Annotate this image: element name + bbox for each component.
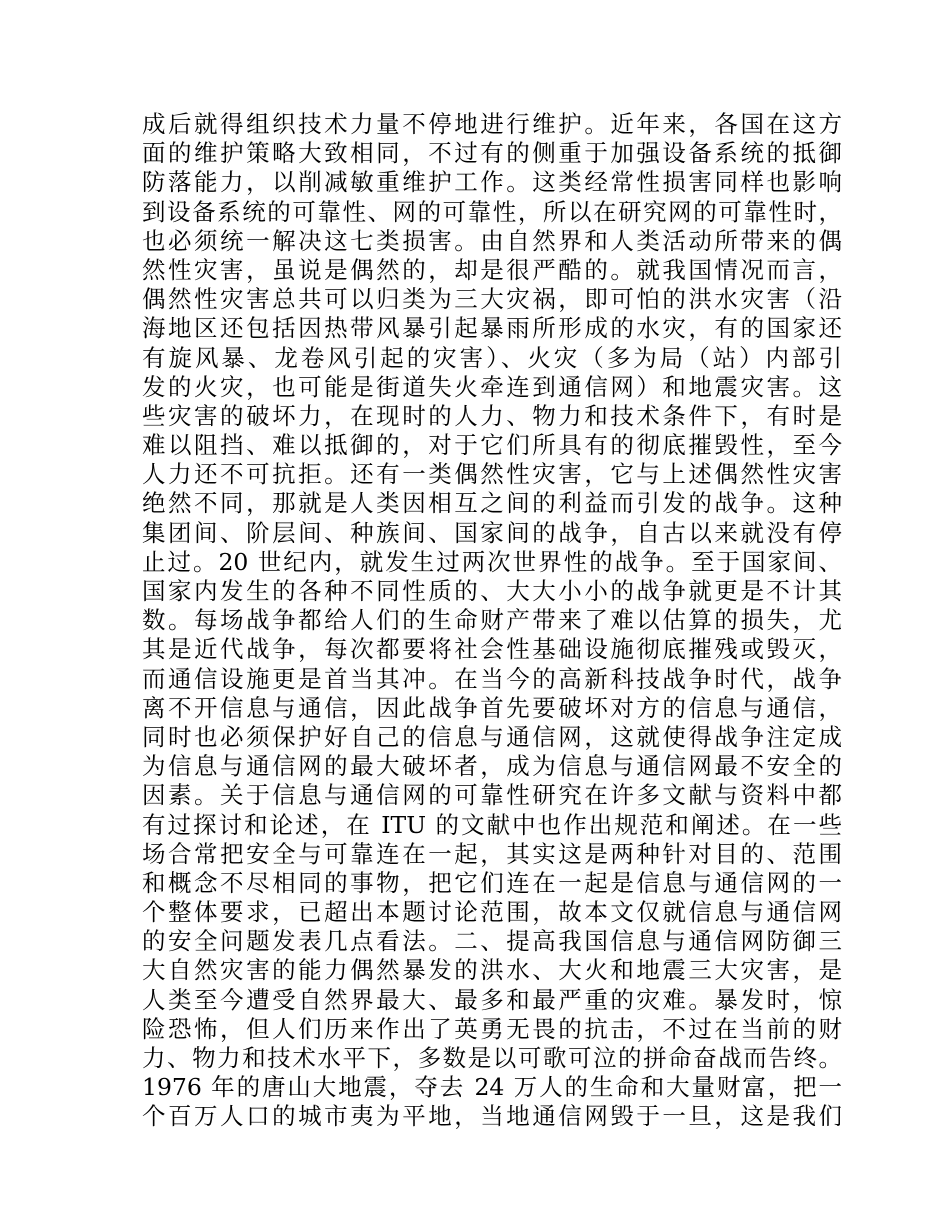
- text-line: 和概念不尽相同的事物，把它们连在一起是信息与通信网的一: [142, 868, 842, 897]
- text-line: 人类至今遭受自然界最大、最多和最严重的灾难。暴发时，惊: [142, 985, 842, 1014]
- text-line: 防落能力，以削减敏重维护工作。这类经常性损害同样也影响: [142, 168, 842, 197]
- body-text: [142, 110, 842, 1132]
- text-line: 国家内发生的各种不同性质的、大大小小的战争就更是不计其: [142, 577, 842, 605]
- text-line: 绝然不同，那就是人类因相互之间的利益而引发的战争。这种: [142, 489, 842, 518]
- text-line: 人力还不可抗拒。还有一类偶然性灾害，它与上述偶然性灾害: [142, 460, 842, 489]
- text-line: 力、物力和技术水平下，多数是以可歌可泣的拼命奋战而告终。: [142, 1044, 842, 1072]
- text-line: 的安全问题发表几点看法。二、提高我国信息与通信网防御三: [142, 927, 842, 956]
- text-line: 也必须统一解决这七类损害。由自然界和人类活动所带来的偶: [142, 226, 842, 255]
- text-line: 有过探讨和论述，在 ITU 的文献中也作出规范和阐述。在一些: [142, 810, 842, 839]
- text-line: 数。每场战争都给人们的生命财产带来了难以估算的损失，尤: [142, 606, 842, 635]
- text-line: 大自然灾害的能力偶然暴发的洪水、大火和地震三大灾害，是: [142, 956, 842, 985]
- text-line: 场合常把安全与可靠连在一起，其实这是两种针对目的、范围: [142, 839, 842, 868]
- text-line: 难以阻挡、难以抵御的，对于它们所具有的彻底摧毁性，至今: [142, 431, 842, 460]
- text-line: 而通信设施更是首当其冲。在当今的高新科技战争时代，战争: [142, 664, 842, 693]
- text-line: 险恐怖，但人们历来作出了英勇无畏的抗击，不过在当前的财: [142, 1014, 842, 1043]
- text-line: 因素。关于信息与通信网的可靠性研究在许多文献与资料中都: [142, 781, 842, 810]
- text-line: 发的火灾，也可能是街道失火牵连到通信网）和地震灾害。这: [142, 372, 842, 401]
- text-line: 同时也必须保护好自己的信息与通信网，这就使得战争注定成: [142, 722, 842, 751]
- text-line: 然性灾害，虽说是偶然的，却是很严酷的。就我国情况而言，: [142, 255, 842, 284]
- text-line: 为信息与通信网的最大破坏者，成为信息与通信网最不安全的: [142, 752, 842, 781]
- text-line: 其是近代战争，每次都要将社会性基础设施彻底摧残或毁灭，: [142, 635, 842, 664]
- text-line: 海地区还包括因热带风暴引起暴雨所形成的水灾，有的国家还: [142, 314, 842, 343]
- text-line: 有旋风暴、龙卷风引起的灾害）、火灾（多为局（站）内部引: [142, 343, 842, 372]
- text-line: 成后就得组织技术力量不停地进行维护。近年来，各国在这方: [142, 110, 842, 138]
- text-line: 1976 年的唐山大地震，夺去 24 万人的生命和大量财富，把一: [142, 1073, 842, 1102]
- text-line: 止过。20 世纪内，就发生过两次世界性的战争。至于国家间、: [142, 547, 842, 576]
- text-line: 偶然性灾害总共可以归类为三大灾祸，即可怕的洪水灾害（沿: [142, 285, 842, 314]
- text-line: 个整体要求，已超出本题讨论范围，故本文仅就信息与通信网: [142, 898, 842, 927]
- text-line: 离不开信息与通信，因此战争首先要破坏对方的信息与通信，: [142, 693, 842, 722]
- text-line: 个百万人口的城市夷为平地，当地通信网毁于一旦，这是我们: [142, 1102, 842, 1131]
- text-line: 面的维护策略大致相同，不过有的侧重于加强设备系统的抵御: [142, 139, 842, 168]
- text-line: 集团间、阶层间、种族间、国家间的战争，自古以来就没有停: [142, 518, 842, 547]
- text-line: 些灾害的破坏力，在现时的人力、物力和技术条件下，有时是: [142, 401, 842, 430]
- text-line: 到设备系统的可靠性、网的可靠性，所以在研究网的可靠性时，: [142, 197, 842, 226]
